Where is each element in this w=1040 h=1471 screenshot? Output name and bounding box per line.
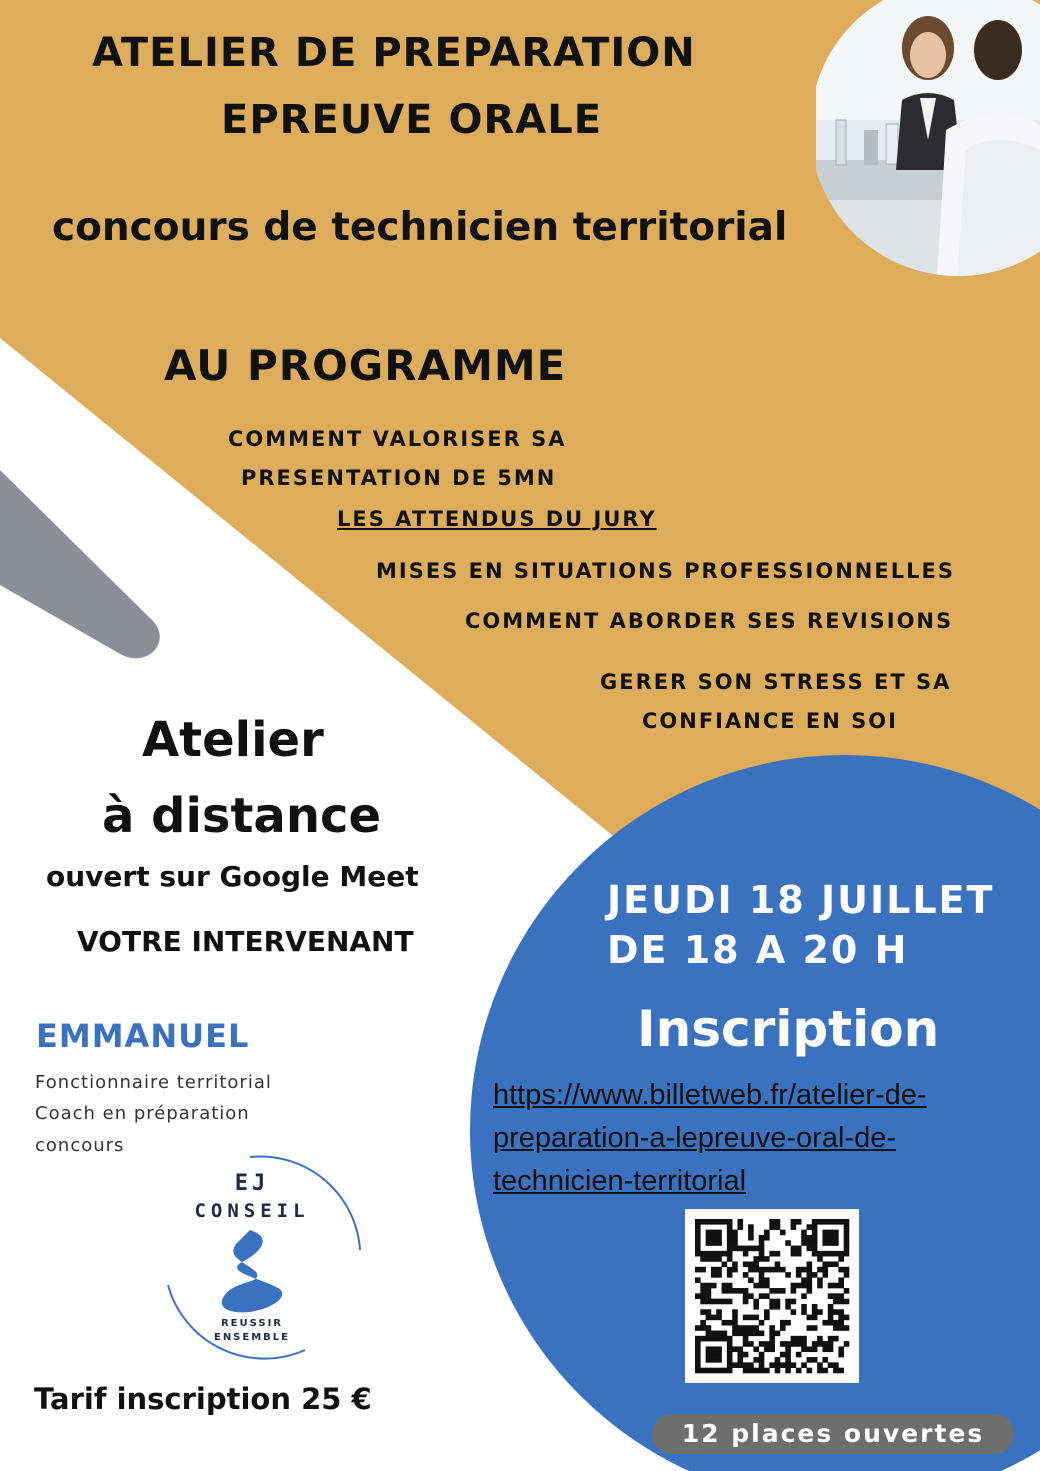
intervenant-name: EMMANUEL (36, 1017, 250, 1055)
programme-item-5-line-1: GERER SON STRESS ET SA (600, 670, 952, 694)
atelier-platform: ouvert sur Google Meet (46, 860, 419, 893)
intervenant-role-line-1: Fonctionnaire territorial (35, 1072, 272, 1093)
river-shape (222, 1230, 282, 1312)
river-logo (160, 1150, 370, 1360)
logo-text-ej: EJ (234, 1171, 270, 1196)
title-line-2: EPREUVE ORALE (221, 97, 603, 143)
subtitle: concours de technicien territorial (52, 205, 788, 250)
logo-text-reussir: REUSSIR (220, 1318, 284, 1329)
intervenant-heading: VOTRE INTERVENANT (77, 925, 414, 958)
atelier-line-2: à distance (102, 788, 381, 844)
places-badge: 12 places ouvertes (652, 1414, 1014, 1454)
inscription-url-line-3[interactable]: technicien-territorial (493, 1165, 747, 1197)
intervenant-role-line-3: concours (35, 1135, 125, 1156)
programme-item-3: MISES EN SITUATIONS PROFESSIONNELLES (376, 559, 955, 583)
interview-photo (816, 0, 1040, 296)
logo-text-ensemble: ENSEMBLE (213, 1332, 291, 1343)
event-time: DE 18 A 20 H (607, 928, 909, 972)
programme-item-1-line-1: COMMENT VALORISER SA (228, 427, 567, 451)
programme-item-2: LES ATTENDUS DU JURY (337, 507, 657, 531)
qr-code[interactable] (685, 1209, 859, 1383)
title-line-1: ATELIER DE PREPARATION (92, 30, 696, 76)
event-date: JEUDI 18 JUILLET (607, 878, 995, 922)
programme-item-4: COMMENT ABORDER SES REVISIONS (465, 609, 954, 633)
inscription-url-line-1[interactable]: https://www.billetweb.fr/atelier-de- (493, 1079, 927, 1111)
programme-item-5-line-2: CONFIANCE EN SOI (642, 709, 898, 733)
programme-heading: AU PROGRAMME (164, 341, 567, 390)
atelier-line-1: Atelier (142, 712, 324, 768)
intervenant-role-line-2: Coach en préparation (35, 1103, 250, 1124)
inscription-url-line-2[interactable]: preparation-a-lepreuve-oral-de- (493, 1122, 896, 1154)
programme-item-1-line-2: PRESENTATION DE 5MN (241, 466, 557, 490)
logo-text-conseil: CONSEIL (194, 1200, 310, 1222)
inscription-link[interactable] (493, 1074, 927, 1203)
tarif: Tarif inscription 25 € (34, 1382, 372, 1416)
inscription-heading: Inscription (637, 1000, 940, 1058)
